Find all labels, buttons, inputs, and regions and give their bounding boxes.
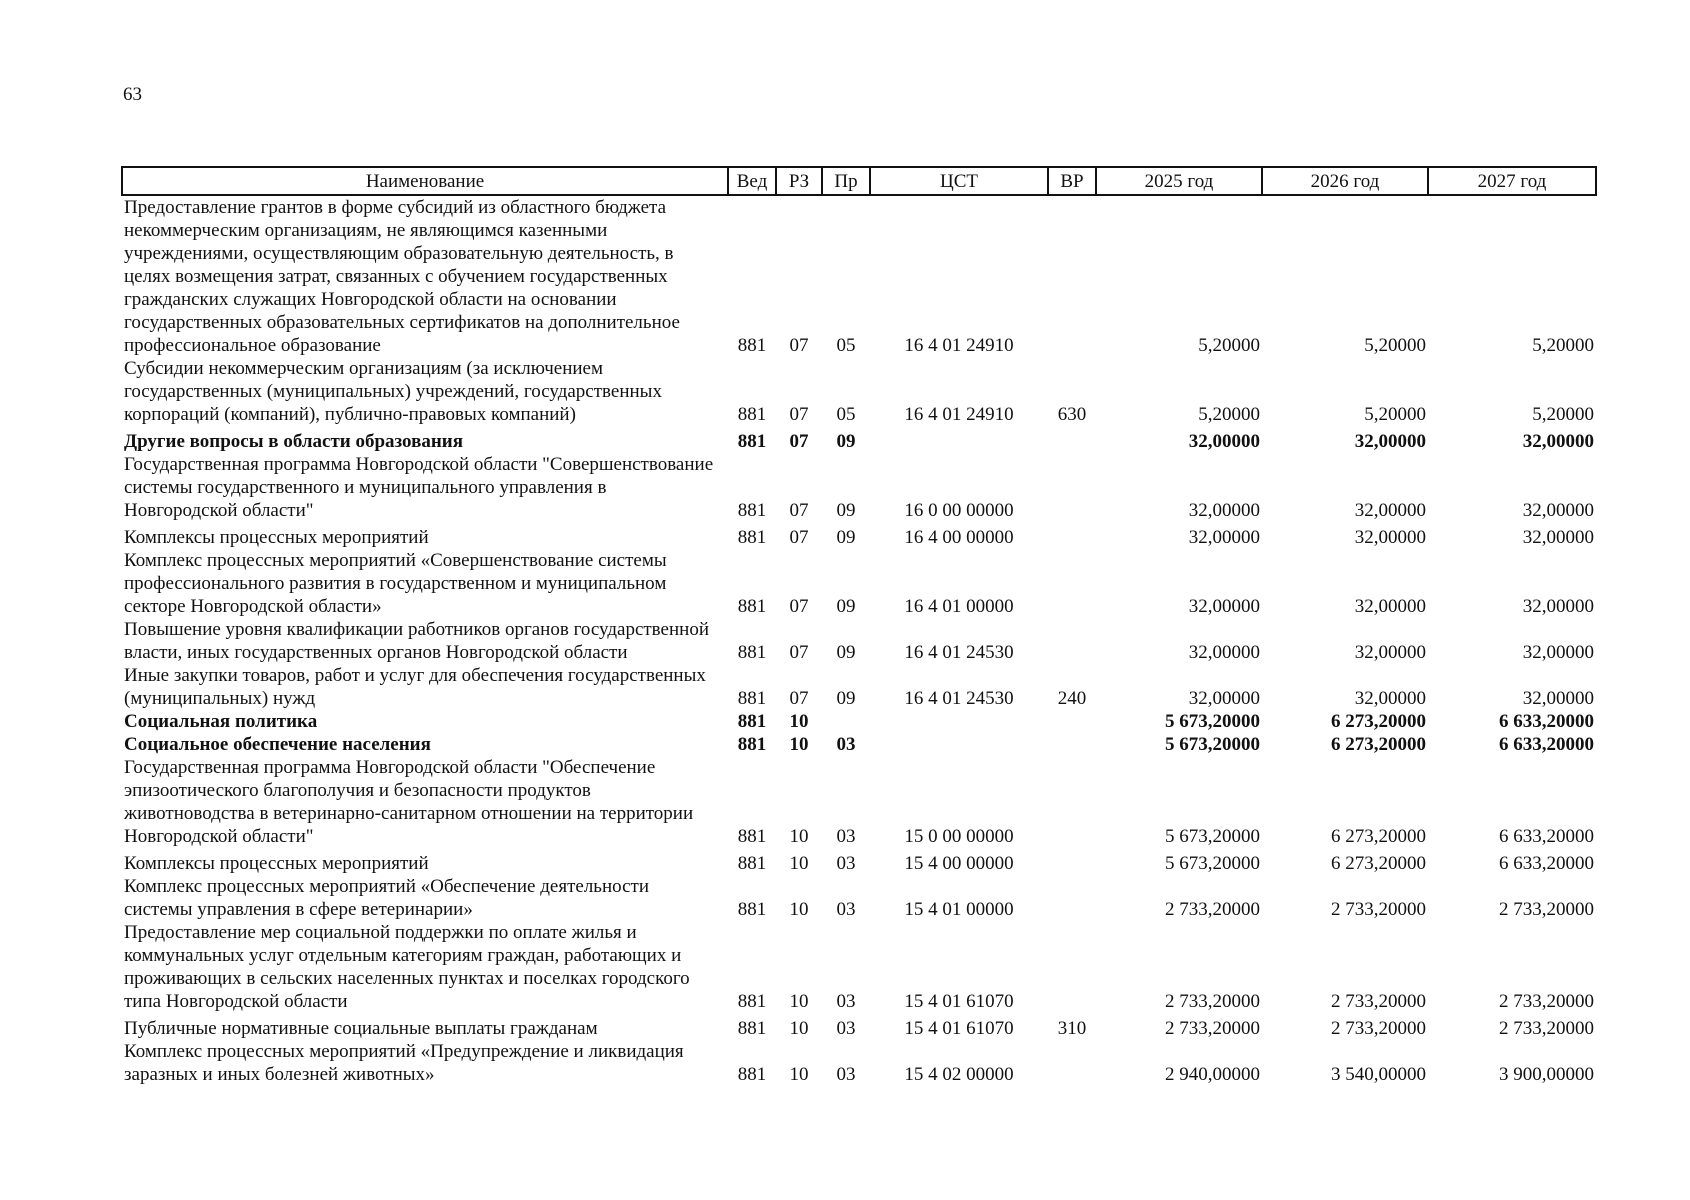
cell-cst: 15 4 02 00000 xyxy=(904,1064,1014,1085)
header-name: Наименование xyxy=(122,167,728,195)
cell-y2027: 6 633,20000 xyxy=(1499,853,1594,874)
cell-cst: 15 4 00 00000 xyxy=(904,853,1014,874)
cell-ved: 881 xyxy=(737,500,767,521)
table-row xyxy=(122,426,1596,453)
cell-pr: 09 xyxy=(836,431,856,452)
table-row xyxy=(122,618,1596,664)
cell-vr xyxy=(1048,733,1096,756)
cell-y2026: 32,00000 xyxy=(1354,500,1426,521)
cell-y2026: 6 273,20000 xyxy=(1331,853,1426,874)
cell-vr xyxy=(1048,618,1096,664)
cell-pr xyxy=(822,710,870,733)
table-row xyxy=(122,549,1596,618)
cell-cst: 15 4 01 61070 xyxy=(904,991,1014,1012)
cell-vr xyxy=(1048,426,1096,453)
cell-rz: 07 xyxy=(789,527,809,548)
cell-pr: 09 xyxy=(836,500,856,521)
cell-name: Комплекс процессных мероприятий «Предупреждение и ликвидация заразных и иных болезней животных» xyxy=(124,1041,684,1085)
cell-y2025: 32,00000 xyxy=(1188,642,1260,663)
cell-pr: 03 xyxy=(836,826,856,847)
cell-y2027: 32,00000 xyxy=(1522,500,1594,521)
cell-pr: 03 xyxy=(836,1018,856,1039)
cell-y2026: 32,00000 xyxy=(1354,527,1426,548)
cell-y2026: 3 540,00000 xyxy=(1331,1064,1426,1085)
cell-y2026: 32,00000 xyxy=(1354,431,1426,452)
cell-ved: 881 xyxy=(737,826,767,847)
cell-cst: 16 4 01 24910 xyxy=(904,404,1014,425)
cell-y2025: 5 673,20000 xyxy=(1165,734,1260,755)
cell-vr xyxy=(1048,710,1096,733)
cell-cst: 15 4 01 00000 xyxy=(904,899,1014,920)
cell-ved: 881 xyxy=(737,711,767,732)
cell-ved: 881 xyxy=(737,335,767,356)
header-ved: Вед xyxy=(728,167,776,195)
cell-pr: 03 xyxy=(836,853,856,874)
cell-rz: 10 xyxy=(789,899,809,920)
cell-cst: 15 0 00 00000 xyxy=(904,826,1014,847)
cell-ved: 881 xyxy=(737,596,767,617)
cell-pr: 09 xyxy=(836,642,856,663)
cell-y2026: 2 733,20000 xyxy=(1331,1018,1426,1039)
cell-pr: 03 xyxy=(836,1064,856,1085)
table-row xyxy=(122,756,1596,848)
table-row xyxy=(122,664,1596,710)
cell-name: Комплексы процессных мероприятий xyxy=(124,527,429,548)
cell-pr: 09 xyxy=(836,688,856,709)
cell-y2025: 32,00000 xyxy=(1188,688,1260,709)
cell-y2025: 32,00000 xyxy=(1188,500,1260,521)
header-pr: Пр xyxy=(822,167,870,195)
cell-y2025: 32,00000 xyxy=(1188,596,1260,617)
cell-name: Повышение уровня квалификации работников органов государственной власти, иных государственных органов Новгородской области xyxy=(124,619,709,663)
cell-ved: 881 xyxy=(737,527,767,548)
cell-ved: 881 xyxy=(737,1064,767,1085)
cell-ved: 881 xyxy=(737,642,767,663)
budget-table xyxy=(121,166,1597,1086)
table-row xyxy=(122,522,1596,549)
cell-name: Предоставление грантов в форме субсидий из областного бюджета некоммерческим организациям, не являющимся казенными учреждениями, осуществляющим образовательную деятельность, в целях возмещения затрат, связанных с обучением государственных гражданских служащих Новгородской области на основании государственных образовательных сертификатов на дополнительное профессиональное образование xyxy=(124,197,680,356)
cell-vr xyxy=(1048,522,1096,549)
cell-pr: 03 xyxy=(836,899,856,920)
cell-rz: 07 xyxy=(789,431,809,452)
cell-y2026: 5,20000 xyxy=(1364,335,1426,356)
cell-y2026: 6 273,20000 xyxy=(1331,826,1426,847)
cell-y2026: 2 733,20000 xyxy=(1331,991,1426,1012)
cell-name: Другие вопросы в области образования xyxy=(124,431,464,452)
cell-y2027: 6 633,20000 xyxy=(1499,826,1594,847)
cell-rz: 10 xyxy=(789,734,809,755)
cell-cst: 16 4 01 24530 xyxy=(904,642,1014,663)
cell-cst: 16 4 00 00000 xyxy=(904,527,1014,548)
cell-name: Иные закупки товаров, работ и услуг для обеспечения государственных (муниципальных) нужд xyxy=(124,665,706,709)
cell-vr xyxy=(1048,1040,1096,1086)
cell-y2027: 3 900,00000 xyxy=(1499,1064,1594,1085)
cell-y2025: 5,20000 xyxy=(1198,335,1260,356)
cell-ved: 881 xyxy=(737,404,767,425)
cell-y2027: 6 633,20000 xyxy=(1499,734,1594,755)
table-header-row xyxy=(122,167,1596,195)
cell-rz: 10 xyxy=(789,826,809,847)
cell-cst: 15 4 01 61070 xyxy=(904,1018,1014,1039)
cell-vr xyxy=(1048,453,1096,522)
cell-y2027: 2 733,20000 xyxy=(1499,1018,1594,1039)
header-cst: ЦСТ xyxy=(870,167,1048,195)
cell-y2027: 32,00000 xyxy=(1522,431,1594,452)
header-rz: РЗ xyxy=(776,167,822,195)
cell-y2027: 2 733,20000 xyxy=(1499,899,1594,920)
header-2026: 2026 год xyxy=(1262,167,1428,195)
cell-y2025: 5 673,20000 xyxy=(1165,711,1260,732)
table-row xyxy=(122,848,1596,875)
header-2027: 2027 год xyxy=(1428,167,1596,195)
cell-y2026: 32,00000 xyxy=(1354,642,1426,663)
cell-y2027: 32,00000 xyxy=(1522,527,1594,548)
table-row xyxy=(122,453,1596,522)
page-number: 63 xyxy=(123,84,142,105)
cell-y2027: 5,20000 xyxy=(1532,404,1594,425)
cell-pr: 03 xyxy=(836,734,856,755)
header-vr: ВР xyxy=(1048,167,1096,195)
cell-pr: 09 xyxy=(836,596,856,617)
cell-rz: 07 xyxy=(789,688,809,709)
cell-y2026: 2 733,20000 xyxy=(1331,899,1426,920)
cell-y2025: 2 733,20000 xyxy=(1165,1018,1260,1039)
table-row xyxy=(122,875,1596,921)
cell-ved: 881 xyxy=(737,853,767,874)
cell-vr xyxy=(1048,921,1096,1013)
cell-name: Комплекс процессных мероприятий «Обеспечение деятельности системы управления в сфере ветеринарии» xyxy=(124,876,650,920)
cell-y2025: 5 673,20000 xyxy=(1165,853,1260,874)
cell-y2025: 2 733,20000 xyxy=(1165,991,1260,1012)
cell-y2026: 6 273,20000 xyxy=(1331,711,1426,732)
table-row xyxy=(122,733,1596,756)
table-row xyxy=(122,1013,1596,1040)
cell-name: Предоставление мер социальной поддержки по оплате жилья и коммунальных услуг отдельным категориям граждан, работающих и проживающих в сельских населенных пунктах и поселках городского типа Новгородской области xyxy=(124,922,690,1012)
cell-ved: 881 xyxy=(737,734,767,755)
cell-y2026: 32,00000 xyxy=(1354,596,1426,617)
cell-ved: 881 xyxy=(737,1018,767,1039)
cell-y2025: 32,00000 xyxy=(1188,527,1260,548)
cell-rz: 07 xyxy=(789,500,809,521)
cell-y2026: 6 273,20000 xyxy=(1331,734,1426,755)
cell-y2027: 2 733,20000 xyxy=(1499,991,1594,1012)
cell-pr: 09 xyxy=(836,527,856,548)
cell-vr xyxy=(1048,875,1096,921)
cell-name: Публичные нормативные социальные выплаты гражданам xyxy=(124,1018,598,1039)
cell-y2026: 32,00000 xyxy=(1354,688,1426,709)
cell-cst xyxy=(870,733,1048,756)
cell-rz: 10 xyxy=(789,853,809,874)
cell-y2027: 32,00000 xyxy=(1522,642,1594,663)
cell-y2025: 5,20000 xyxy=(1198,404,1260,425)
cell-name: Государственная программа Новгородской области "Совершенствование системы государственного и муниципального управления в Новгородской области" xyxy=(124,454,714,521)
cell-y2027: 6 633,20000 xyxy=(1499,711,1594,732)
cell-pr: 03 xyxy=(836,991,856,1012)
cell-name: Социальная политика xyxy=(124,711,318,732)
table-body xyxy=(122,195,1596,1086)
header-2025: 2025 год xyxy=(1096,167,1262,195)
cell-pr: 05 xyxy=(836,335,856,356)
cell-y2027: 32,00000 xyxy=(1522,688,1594,709)
cell-cst: 16 4 01 24530 xyxy=(904,688,1014,709)
table-row xyxy=(122,921,1596,1013)
cell-y2027: 32,00000 xyxy=(1522,596,1594,617)
table-row xyxy=(122,710,1596,733)
cell-ved: 881 xyxy=(737,899,767,920)
cell-y2025: 2 733,20000 xyxy=(1165,899,1260,920)
cell-vr xyxy=(1048,756,1096,848)
cell-ved: 881 xyxy=(737,431,767,452)
cell-rz: 07 xyxy=(789,642,809,663)
cell-name: Комплекс процессных мероприятий «Совершенствование системы профессионального развития в государственном и муниципальном секторе Новгородской области» xyxy=(124,550,667,617)
cell-name: Субсидии некоммерческим организациям (за исключением государственных (муниципальных) учреждений, государственных корпораций (компаний), публично-правовых компаний) xyxy=(124,358,662,425)
cell-rz: 07 xyxy=(789,335,809,356)
cell-y2025: 2 940,00000 xyxy=(1165,1064,1260,1085)
cell-name: Социальное обеспечение населения xyxy=(124,734,431,755)
cell-y2026: 5,20000 xyxy=(1364,404,1426,425)
table-row xyxy=(122,1040,1596,1086)
cell-name: Комплексы процессных мероприятий xyxy=(124,853,429,874)
cell-vr: 310 xyxy=(1057,1018,1087,1039)
cell-cst xyxy=(870,710,1048,733)
cell-rz: 07 xyxy=(789,404,809,425)
cell-cst: 16 4 01 24910 xyxy=(904,335,1014,356)
cell-rz: 10 xyxy=(789,711,809,732)
table-row xyxy=(122,195,1596,357)
cell-rz: 10 xyxy=(789,1018,809,1039)
cell-cst: 16 4 01 00000 xyxy=(904,596,1014,617)
cell-vr: 240 xyxy=(1057,688,1087,709)
cell-rz: 10 xyxy=(789,1064,809,1085)
table-row xyxy=(122,357,1596,426)
cell-vr xyxy=(1048,195,1096,357)
cell-cst: 16 0 00 00000 xyxy=(904,500,1014,521)
cell-y2025: 32,00000 xyxy=(1188,431,1260,452)
cell-cst xyxy=(870,426,1048,453)
cell-y2025: 5 673,20000 xyxy=(1165,826,1260,847)
cell-ved: 881 xyxy=(737,688,767,709)
cell-rz: 07 xyxy=(789,596,809,617)
cell-y2027: 5,20000 xyxy=(1532,335,1594,356)
cell-pr: 05 xyxy=(836,404,856,425)
cell-vr xyxy=(1048,549,1096,618)
cell-rz: 10 xyxy=(789,991,809,1012)
cell-vr xyxy=(1048,848,1096,875)
cell-ved: 881 xyxy=(737,991,767,1012)
cell-name: Государственная программа Новгородской области "Обеспечение эпизоотического благополучия и безопасности продуктов животноводства в ветеринарно-санитарном отношении на территории Новгородской области" xyxy=(124,757,694,847)
cell-vr: 630 xyxy=(1057,404,1087,425)
